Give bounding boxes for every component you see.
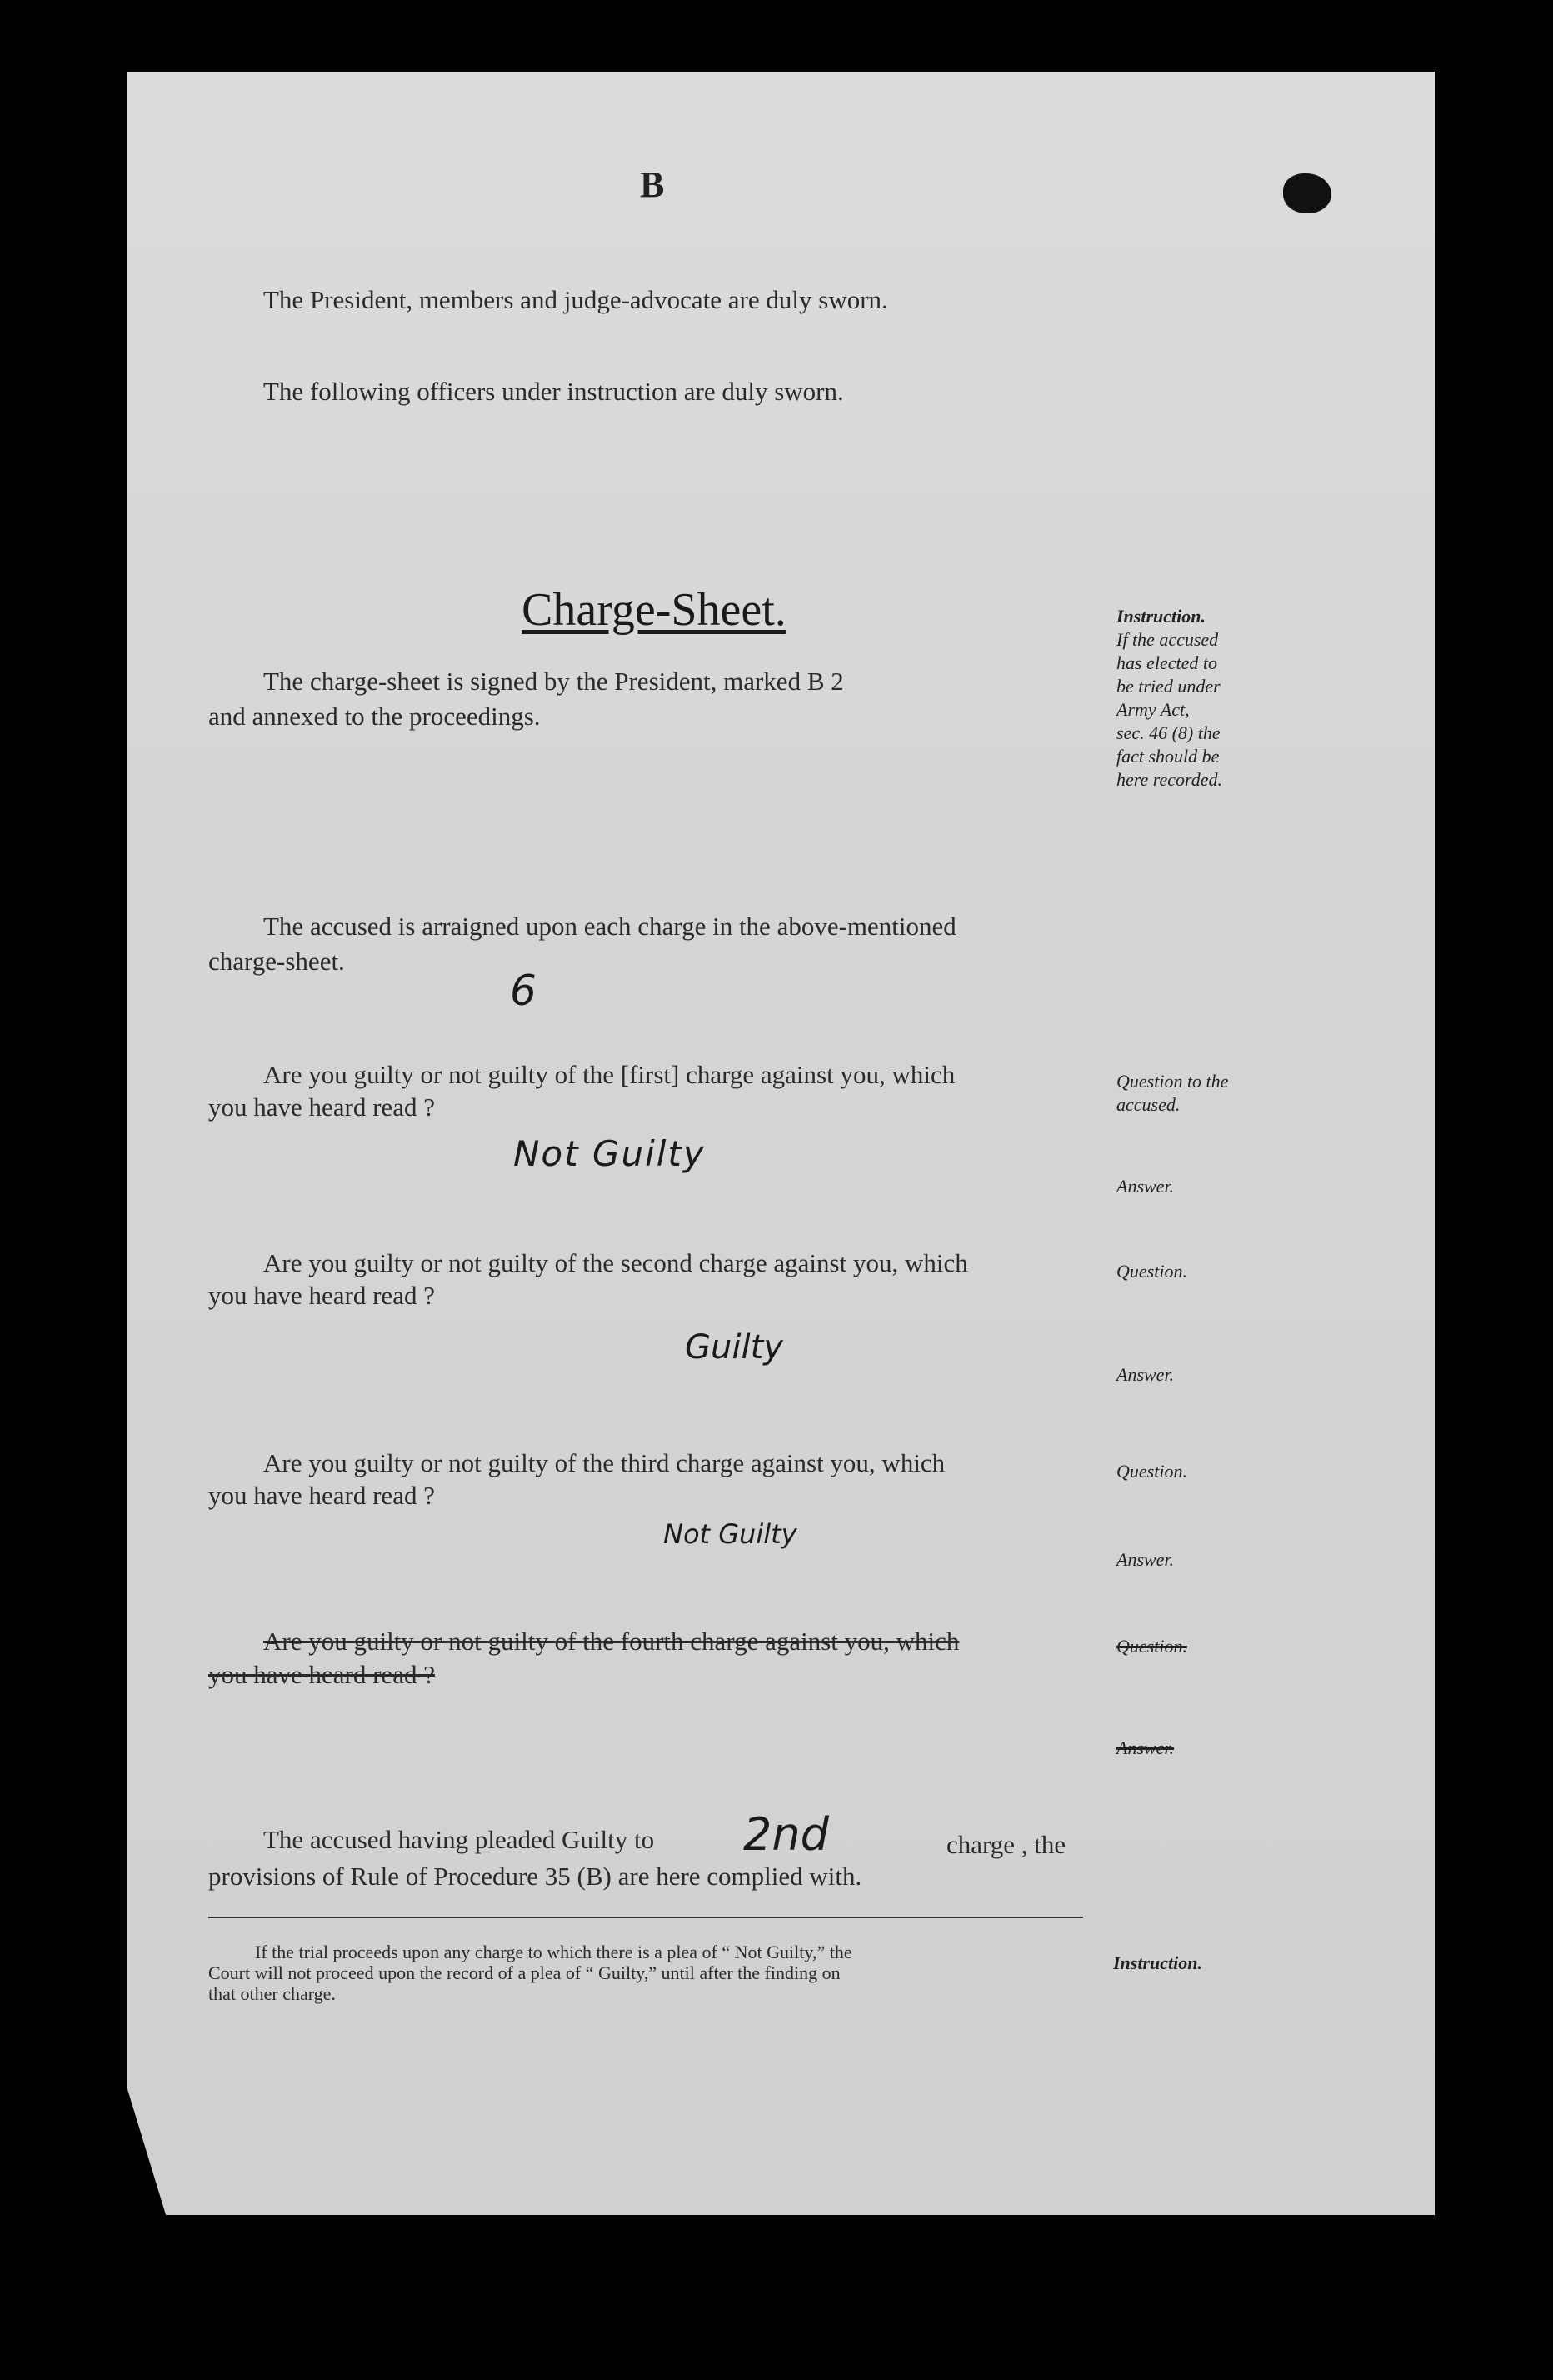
divider — [208, 1917, 1083, 1918]
charge-sheet-text-2: and annexed to the proceedings. — [208, 702, 541, 731]
footnote-line: If the trial proceeds upon any charge to which there is a plea of “ Not Guilty,” the — [255, 1942, 852, 1962]
instruction-note-line: here recorded. — [1116, 769, 1223, 790]
question-4-line-1: Are you guilty or not guilty of the fourth charge against you, which — [263, 1627, 960, 1656]
charge-sheet-text-1: The charge-sheet is signed by the President, marked B 2 — [263, 667, 844, 696]
instruction-note-line: fact should be — [1116, 746, 1220, 767]
arraignment-line-1: The accused is arraigned upon each charge in the above-mentioned — [263, 912, 956, 941]
sworn-line-1: The President, members and judge-advocate are duly sworn. — [263, 285, 888, 314]
instruction-note-title: Instruction. — [1116, 606, 1206, 627]
plea-handwritten: 2nd — [743, 1808, 829, 1861]
question-4-line-2: you have heard read ? — [208, 1660, 435, 1689]
plea-suffix: charge , the — [946, 1830, 1066, 1859]
question-3-line-1: Are you guilty or not guilty of the third charge against you, which — [263, 1448, 946, 1478]
answer-1-margin: Answer. — [1116, 1176, 1175, 1197]
handwritten-mark: 6 — [510, 967, 537, 1015]
answer-1-handwritten: Not Guilty — [513, 1133, 706, 1174]
section-letter: B — [640, 164, 665, 205]
instruction-note-line: be tried under — [1116, 676, 1221, 697]
answer-4-margin: Answer. — [1116, 1738, 1175, 1758]
instruction-note-line: Army Act, — [1116, 699, 1190, 720]
ink-blot — [1283, 173, 1331, 213]
question-1-line-1: Are you guilty or not guilty of the [first] charge against you, which — [263, 1060, 956, 1089]
plea-prefix: The accused having pleaded Guilty to — [263, 1825, 655, 1854]
question-1-margin: Question to the accused. — [1116, 1071, 1229, 1115]
footnote — [208, 1942, 1100, 2004]
plea-line-2: provisions of Rule of Procedure 35 (B) are here complied with. — [208, 1862, 862, 1891]
question-3-line-2: you have heard read ? — [208, 1481, 435, 1510]
question-2-line-2: you have heard read ? — [208, 1281, 435, 1310]
question-2-margin: Question. — [1116, 1261, 1187, 1282]
answer-2-handwritten: Guilty — [685, 1328, 783, 1367]
instruction-note-line: sec. 46 (8) the — [1116, 722, 1221, 743]
answer-3-handwritten: Not Guilty — [663, 1518, 797, 1550]
instruction-note-line: has elected to — [1116, 652, 1217, 673]
instruction-note — [1116, 605, 1258, 792]
question-1-line-2: you have heard read ? — [208, 1092, 435, 1122]
charge-sheet-heading: Charge-Sheet. — [522, 584, 786, 636]
answer-2-margin: Answer. — [1116, 1364, 1175, 1385]
footnote-line: that other charge. — [208, 1983, 336, 2004]
sworn-line-2: The following officers under instruction are duly sworn. — [263, 377, 844, 406]
footnote-line: Court will not proceed upon the record of a plea of “ Guilty,” until after the finding on — [208, 1962, 841, 1983]
question-3-margin: Question. — [1116, 1461, 1187, 1482]
footnote-margin: Instruction. — [1113, 1952, 1202, 1973]
question-4-margin: Question. — [1116, 1636, 1187, 1657]
arraignment-line-2: charge-sheet. — [208, 947, 345, 976]
answer-3-margin: Answer. — [1116, 1549, 1175, 1570]
question-2-line-1: Are you guilty or not guilty of the second charge against you, which — [263, 1248, 968, 1278]
instruction-note-line: If the accused — [1116, 629, 1219, 650]
